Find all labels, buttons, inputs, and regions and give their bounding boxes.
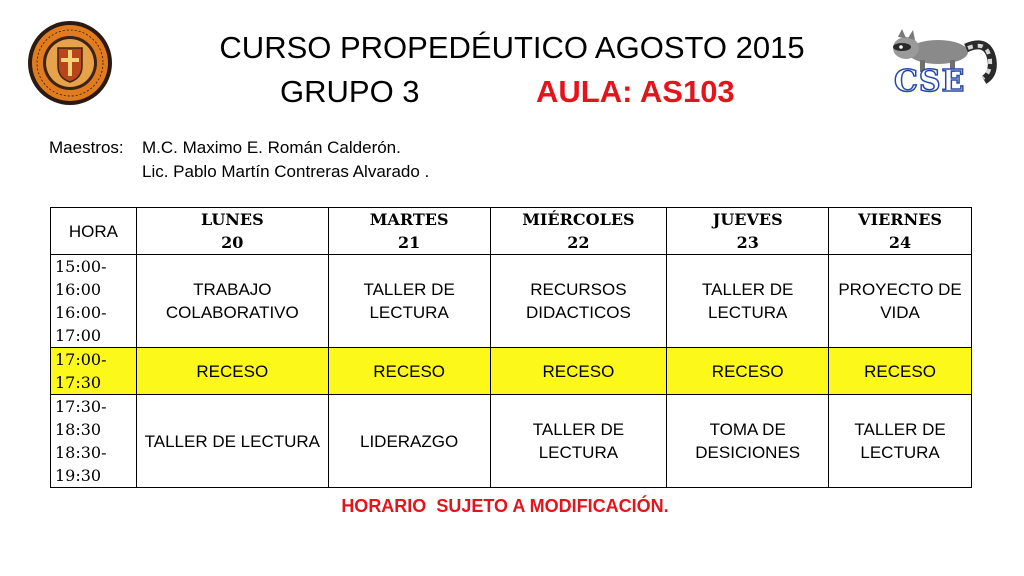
- teacher-name-2: Lic. Pablo Martín Contreras Alvarado .: [142, 162, 430, 181]
- schedule-row: [51, 395, 972, 488]
- cse-logo-text: CSE: [894, 64, 966, 99]
- teacher-name-1: M.C. Maximo E. Román Calderón.: [142, 138, 401, 157]
- group-label: GRUPO 3: [280, 74, 420, 109]
- teachers-label: Maestros:: [49, 138, 124, 157]
- classroom-label: AULA: AS103: [536, 74, 735, 109]
- day-header-wednesday: MIÉRCOLES 22: [490, 208, 667, 255]
- activity-cell: LIDERAZGO: [328, 395, 490, 488]
- break-cell: RECESO: [490, 348, 667, 395]
- break-cell: RECESO: [667, 348, 829, 395]
- activity-cell: RECURSOS DIDACTICOS: [490, 255, 667, 348]
- activity-cell: TALLER DE LECTURA: [490, 395, 667, 488]
- day-header-tuesday: MARTES 21: [328, 208, 490, 255]
- course-title: CURSO PROPEDÉUTICO AGOSTO 2015: [219, 30, 805, 65]
- schedule-table: [50, 207, 972, 488]
- activity-cell: TALLER DE LECTURA: [667, 255, 829, 348]
- activity-cell: TALLER DE LECTURA: [136, 395, 328, 488]
- time-cell: 15:00- 16:00 16:00- 17:00: [51, 255, 137, 348]
- schedule-header-row: [51, 208, 972, 255]
- schedule-row: [51, 255, 972, 348]
- break-cell: RECESO: [136, 348, 328, 395]
- day-header-friday: VIERNES 24: [829, 208, 972, 255]
- activity-cell: TALLER DE LECTURA: [829, 395, 972, 488]
- activity-cell: TRABAJO COLABORATIVO: [136, 255, 328, 348]
- day-header-monday: LUNES 20: [136, 208, 328, 255]
- hour-header: HORA: [51, 208, 137, 255]
- time-cell: 17:00- 17:30: [51, 348, 137, 395]
- break-row: [51, 348, 972, 395]
- schedule-note: HORARIO SUJETO A MODIFICACIÓN.: [341, 496, 669, 516]
- break-cell: RECESO: [328, 348, 490, 395]
- activity-cell: TALLER DE LECTURA: [328, 255, 490, 348]
- activity-cell: TOMA DE DESICIONES: [667, 395, 829, 488]
- break-cell: RECESO: [829, 348, 972, 395]
- activity-cell: PROYECTO DE VIDA: [829, 255, 972, 348]
- day-header-thursday: JUEVES 23: [667, 208, 829, 255]
- time-cell: 17:30- 18:30 18:30- 19:30: [51, 395, 137, 488]
- teachers-block: [49, 136, 429, 184]
